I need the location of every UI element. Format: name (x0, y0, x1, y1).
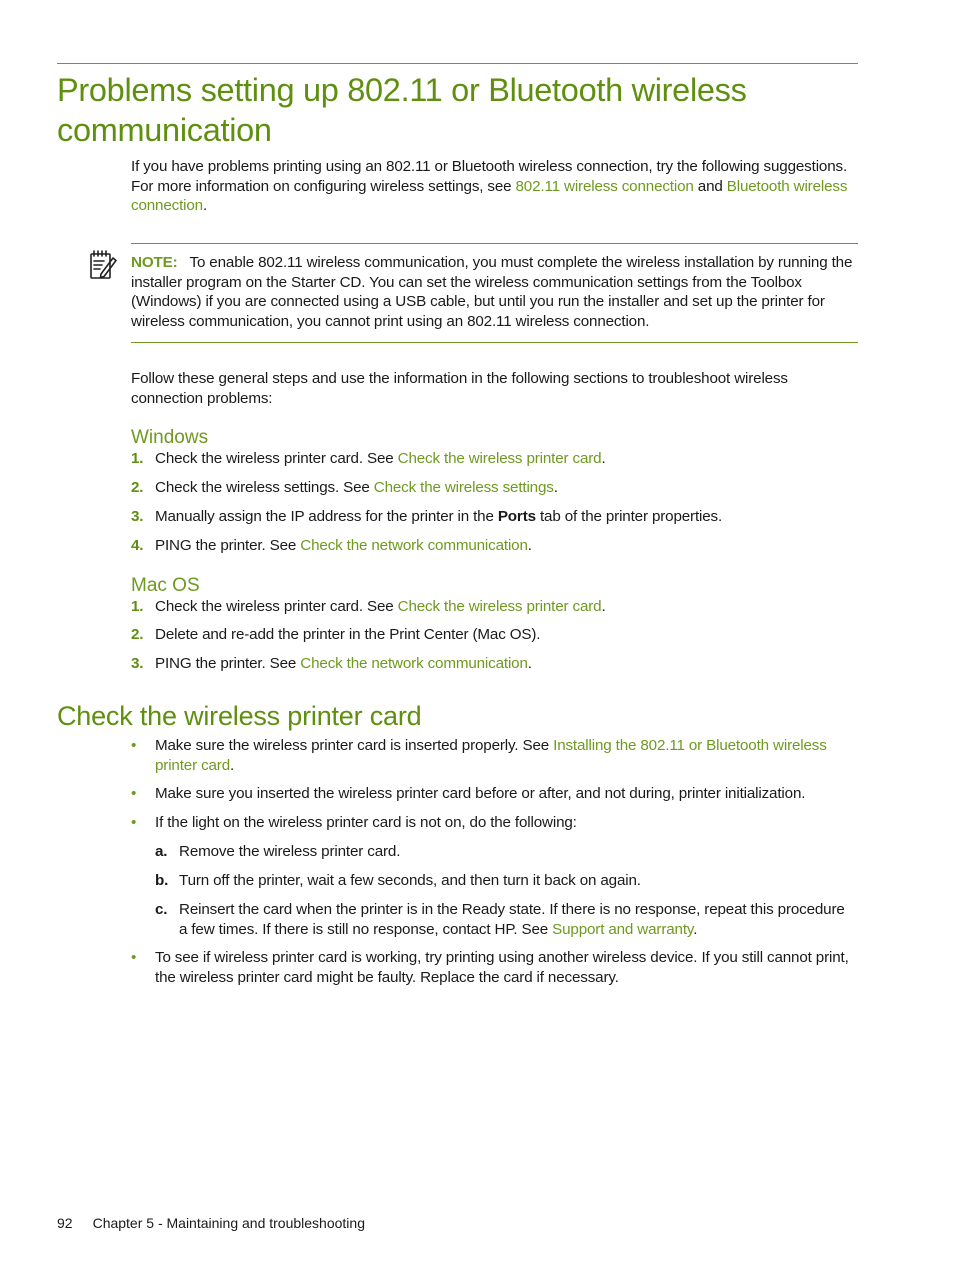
step-text: Check the wireless settings. See Check the wireless settings. (155, 479, 558, 496)
link-check-wireless-printer-card[interactable]: Check the wireless printer card (397, 450, 602, 467)
substep-text: Turn off the printer, wait a few seconds, and then turn it back on again. (179, 872, 641, 889)
link-bluetooth-wireless-connection[interactable]: Bluetooth wireless connection (131, 177, 848, 214)
bullet-dot: • (131, 949, 137, 966)
step-text: PING the printer. See Check the network communication. (155, 655, 532, 672)
intro-text-2: and (693, 177, 727, 195)
bullet-dot: • (131, 737, 137, 754)
substep-text: Remove the wireless printer card. (179, 843, 401, 860)
step-text: Check the wireless printer card. See Check the wireless printer card. (155, 450, 606, 467)
page-number: 92 (57, 1215, 73, 1231)
step-number: 1. (131, 450, 144, 467)
step-text: Manually assign the IP address for the printer in the Ports tab of the printer properties. (155, 508, 723, 525)
note-bottom-rule (131, 342, 858, 343)
chapter-title: Chapter 5 - Maintaining and troubleshooting (92, 1215, 365, 1231)
link-802-11-wireless-connection[interactable]: 802.11 wireless connection (515, 177, 694, 195)
link-check-wireless-printer-card[interactable]: Check the wireless printer card (397, 598, 602, 615)
bullet-dot: • (131, 785, 137, 802)
top-rule (57, 63, 858, 64)
substep-text: Reinsert the card when the printer is in the Ready state. If there is no response, repeat this procedure a few times. If there is still no response, contact HP. See Support and warranty. (179, 901, 845, 938)
bullet-dot: • (131, 814, 137, 831)
page-title: Problems setting up 802.11 or Bluetooth wireless communication (57, 72, 747, 148)
bullet-text: Make sure the wireless printer card is inserted properly. See Installing the 802.11 or Bluetooth wireless printer card. (155, 737, 827, 774)
follow-paragraph: Follow these general steps and use the information in the following sections to troubleshoot wireless connection problems: (131, 370, 788, 407)
link-check-network-communication[interactable]: Check the network communication (300, 537, 528, 554)
step-number: 1. (131, 598, 144, 615)
step-number: 3. (131, 655, 144, 672)
intro-text-3: . (202, 197, 208, 214)
note-top-rule (131, 243, 858, 244)
step-text: Delete and re-add the printer in the Print Center (Mac OS). (155, 626, 541, 643)
bullet-text: Make sure you inserted the wireless printer card before or after, and not during, printer initialization. (155, 785, 806, 802)
ports-tab-label: Ports (497, 508, 536, 525)
intro-paragraph (131, 157, 853, 216)
substep-letter: c. (155, 901, 168, 918)
step-text: PING the printer. See Check the network communication. (155, 537, 532, 554)
step-number: 2. (131, 626, 144, 643)
note-pencil-icon (89, 249, 117, 281)
mac-os-heading: Mac OS (131, 575, 200, 596)
link-check-wireless-settings[interactable]: Check the wireless settings (373, 479, 554, 496)
note-text: To enable 802.11 wireless communication, you must complete the wireless installation by running the installer program on the Starter CD. You can set the wireless communication settings from the Toolbox (Windows) if you are connected using a USB cable, but until you run the installer and set up the printer for wireless communication, you cannot print using an 802.11 wireless connection. (131, 254, 853, 330)
substep-letter: a. (155, 843, 168, 860)
intro-text-1: If you have problems printing using an 802.11 or Bluetooth wireless connection, try the following suggestions. For more information on configuring wireless settings, see (131, 158, 848, 195)
step-text: Check the wireless printer card. See Check the wireless printer card. (155, 598, 606, 615)
step-number: 4. (131, 537, 144, 554)
page-footer (57, 1214, 365, 1232)
note-label: NOTE: (131, 254, 178, 271)
windows-heading: Windows (131, 427, 209, 448)
section-heading-check-card: Check the wireless printer card (57, 701, 422, 731)
link-check-network-communication[interactable]: Check the network communication (300, 655, 528, 672)
step-number: 2. (131, 479, 144, 496)
step-number: 3. (131, 508, 144, 525)
note-paragraph (131, 253, 853, 331)
bullet-text: If the light on the wireless printer card is not on, do the following: (155, 814, 577, 831)
bullet-text: To see if wireless printer card is working, try printing using another wireless device. If you still cannot print, the wireless printer card might be faulty. Replace the card if necessary. (155, 949, 849, 986)
substep-letter: b. (155, 872, 169, 889)
link-support-and-warranty[interactable]: Support and warranty (552, 920, 694, 938)
link-installing-wireless-card[interactable]: Installing the 802.11 or Bluetooth wireless printer card (155, 737, 827, 774)
